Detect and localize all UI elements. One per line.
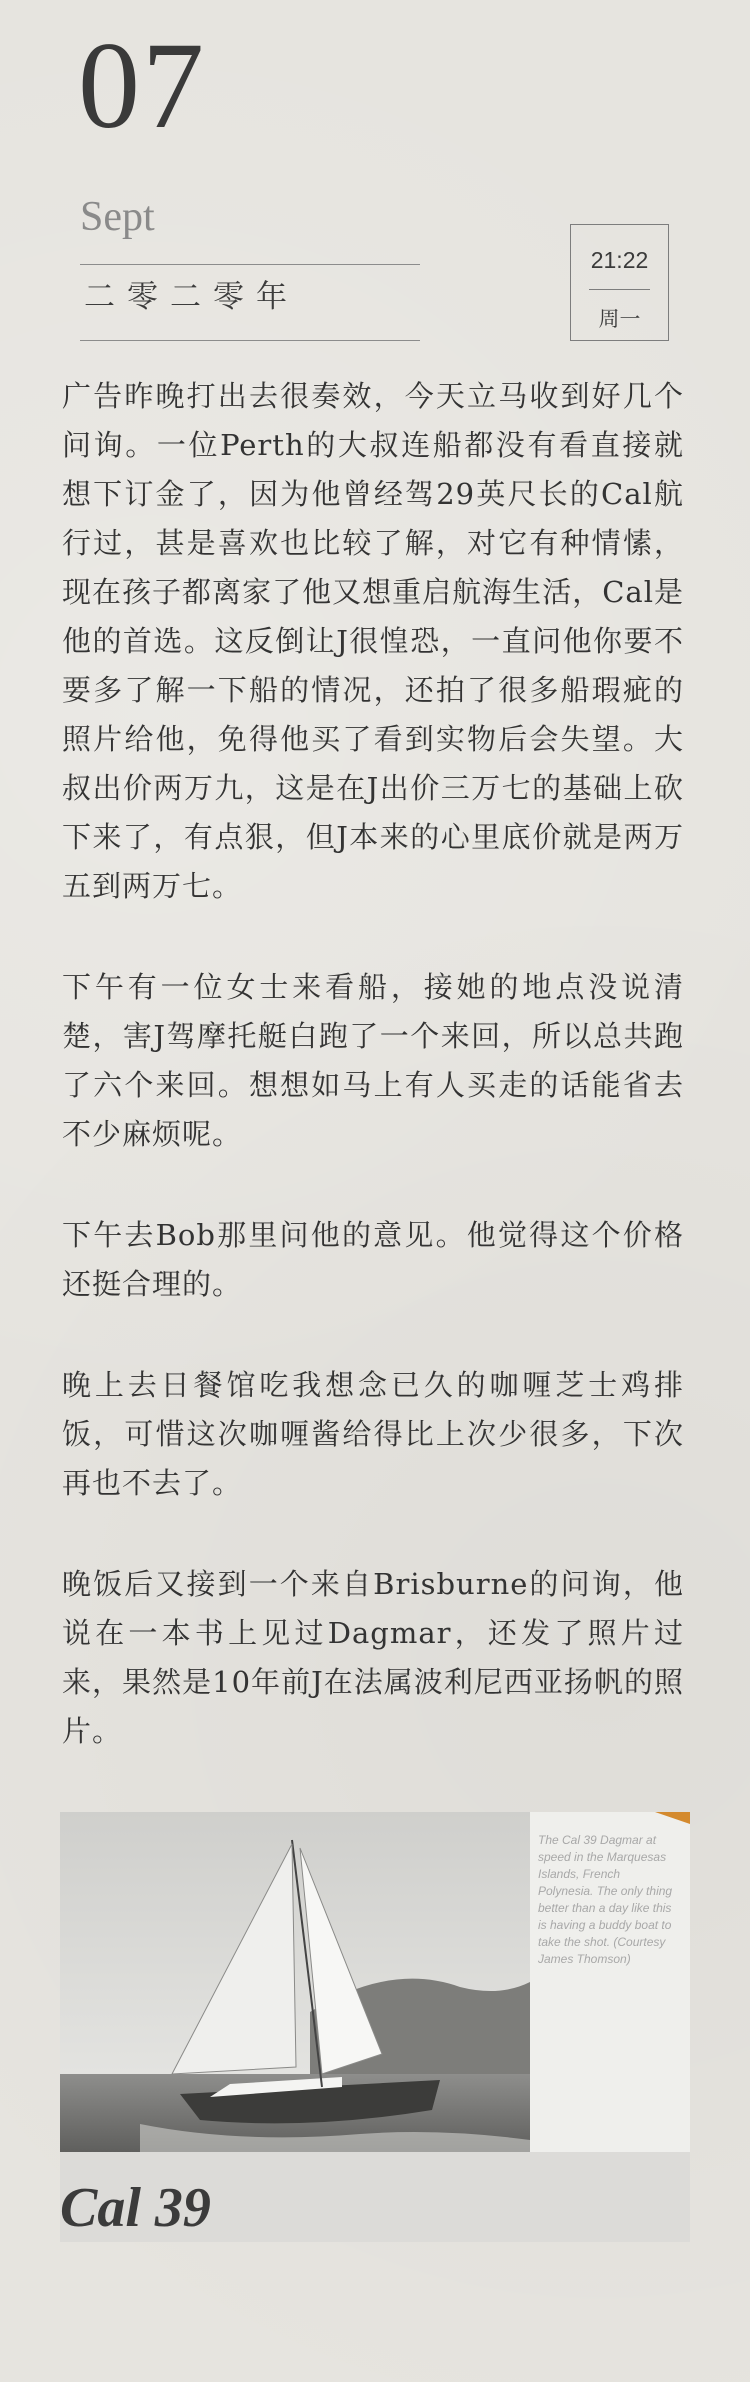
time-box-divider (589, 289, 650, 290)
year-label: 二零二零年 (84, 279, 299, 315)
divider-top (80, 264, 420, 265)
time-box (570, 224, 669, 341)
time-label: 21:22 (590, 247, 649, 273)
month-label: Sept (80, 194, 155, 240)
diary-body (62, 372, 684, 1808)
paragraph-2: 下午有一位女士来看船，接她的地点没说清楚，害J驾摩托艇白跑了一个来回，所以总共跑了六个来回。想想如马上有人买走的话能省去不少麻烦呢。 (62, 970, 684, 1151)
paragraph-4: 晚上去日餐馆吃我想念已久的咖喱芝士鸡排饭，可惜这次咖喱酱给得比上次少很多，下次再也不去了。 (62, 1368, 684, 1500)
day-number: 07 (78, 17, 206, 154)
weekday-label: 周一 (598, 307, 641, 331)
photo-title: Cal 39 (60, 2177, 211, 2239)
paragraph-3: 下午去Bob那里问他的意见。他觉得这个价格还挺合理的。 (62, 1218, 684, 1301)
photo-caption: The Cal 39 Dagmar at speed in the Marquesas Islands, French Polynesia. The only thing better than a day like this is having a buddy boat to take the shot. (Courtesy James Thomson) (538, 1833, 673, 1966)
paragraph-1: 广告昨晚打出去很奏效，今天立马收到好几个问询。一位Perth的大叔连船都没有看直接就想下订金了，因为他曾经驾29英尺长的Cal航行过，甚是喜欢也比较了解，对它有种情愫，现在孩子都离家了他又想重启航海生活，Cal是他的首选。这反倒让J很惶恐，一直问他你要不要多了解一下船的情况，还拍了很多船瑕疵的照片给他，免得他买了看到实物后会失望。大叔出价两万九，这是在J出价三万七的基础上砍下来了，有点狠，但J本来的心里底价就是两万五到两万七。 (62, 379, 684, 903)
paragraph-5: 晚饭后又接到一个来自Brisburne的问询，他说在一本书上见过Dagmar，还发了照片过来，果然是10年前J在法属波利尼西亚扬帆的照片。 (62, 1567, 684, 1748)
divider-bottom (80, 340, 420, 341)
